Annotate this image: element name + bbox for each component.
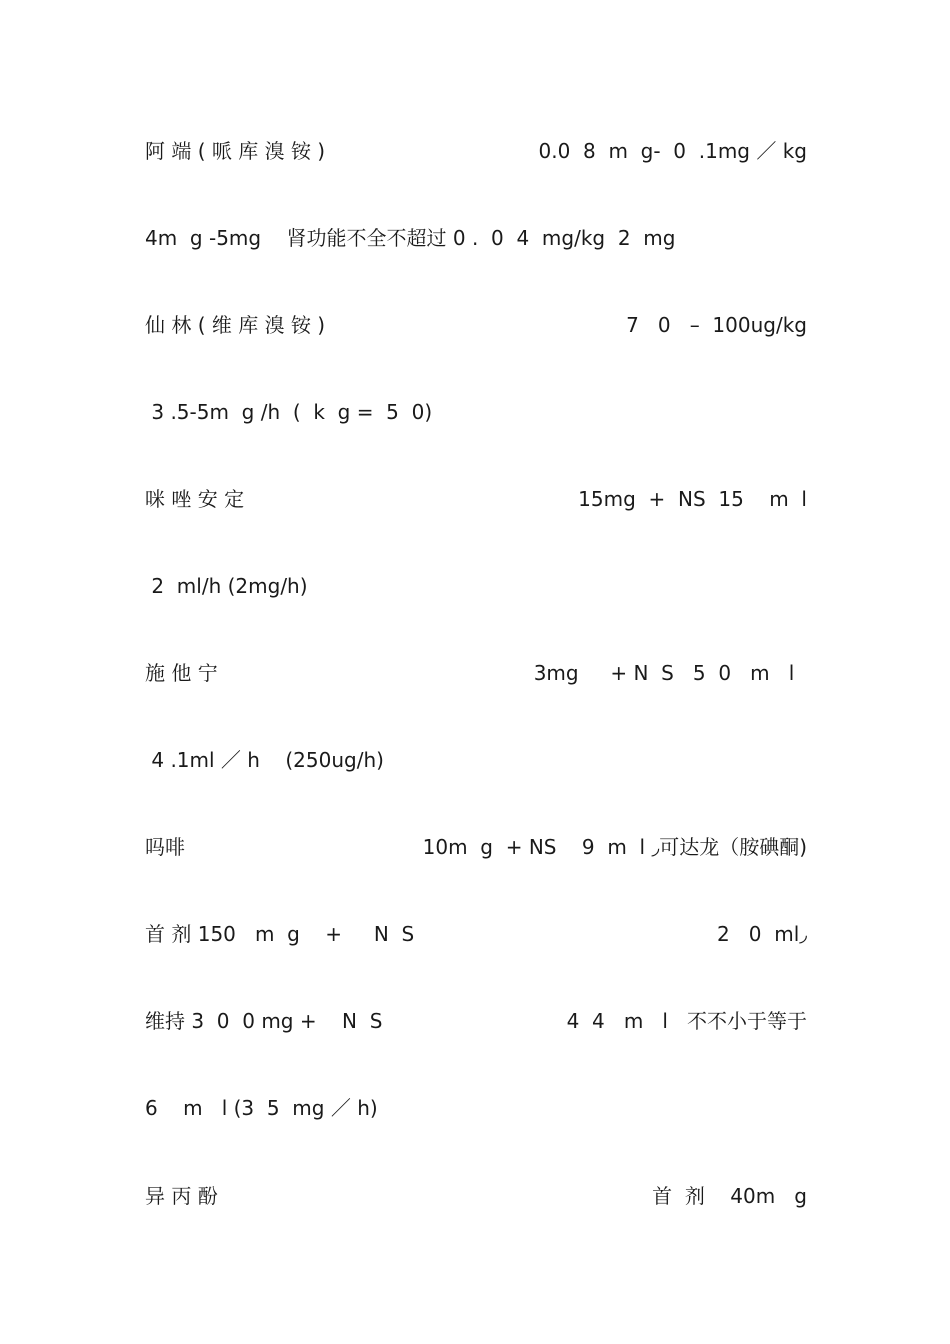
line-arduan-dose bbox=[145, 223, 807, 253]
line-amiodarone-loading bbox=[145, 919, 807, 949]
line-label: 4m g -5mg 肾功能不全不超过 0 . 0 4 mg/kg 2 mg bbox=[145, 226, 676, 250]
line-label: 异 丙 酚 bbox=[145, 1184, 218, 1208]
line-arduan bbox=[145, 136, 807, 166]
line-label: 吗啡 bbox=[145, 835, 185, 859]
line-value: 2 0 ml◞ bbox=[716, 922, 807, 946]
line-midazolam bbox=[145, 484, 807, 514]
line-value: 0.0 8 m g- 0 .1mg ／ kg bbox=[538, 139, 807, 163]
line-value: 4 4 m l 不不小于等于 bbox=[566, 1009, 807, 1033]
line-label: 咪 唑 安 定 bbox=[145, 487, 245, 511]
line-label: 首 剂 150 m g + N S bbox=[145, 922, 415, 946]
line-value: 15mg + NS 15 m l bbox=[578, 487, 807, 511]
line-label: 仙 林 ( 维 库 溴 铵 ) bbox=[145, 313, 326, 337]
line-label: 6 m l (3 5 mg ／ h) bbox=[145, 1096, 378, 1120]
line-xianlin-rate bbox=[145, 397, 807, 427]
line-value: 首 剂 40m g bbox=[652, 1184, 807, 1208]
line-label: 4 .1ml ／ h (250ug/h) bbox=[145, 748, 384, 772]
line-midazolam-rate bbox=[145, 571, 807, 601]
line-label: 阿 端 ( 哌 库 溴 铵 ) bbox=[145, 139, 326, 163]
line-stilamin bbox=[145, 658, 807, 688]
line-label: 施 他 宁 bbox=[145, 661, 218, 685]
line-label: 2 ml/h (2mg/h) bbox=[145, 574, 308, 598]
line-propofol bbox=[145, 1181, 807, 1211]
line-stilamin-rate bbox=[145, 745, 807, 775]
line-xianlin bbox=[145, 310, 807, 340]
line-label: 3 .5-5m g /h ( k g = 5 0) bbox=[145, 400, 433, 424]
line-value: 10m g + NS 9 m l ◞可达龙（胺碘酮) bbox=[422, 835, 807, 859]
line-morphine bbox=[145, 832, 807, 862]
line-value: 7 0 – 100ug/kg bbox=[626, 313, 807, 337]
line-value: 3mg + N S 5 0 m l bbox=[533, 661, 807, 685]
line-label: 维持 3 0 0 mg + N S bbox=[145, 1009, 383, 1033]
line-amiodarone-maintenance bbox=[145, 1006, 807, 1036]
line-amiodarone-rate bbox=[145, 1093, 807, 1123]
